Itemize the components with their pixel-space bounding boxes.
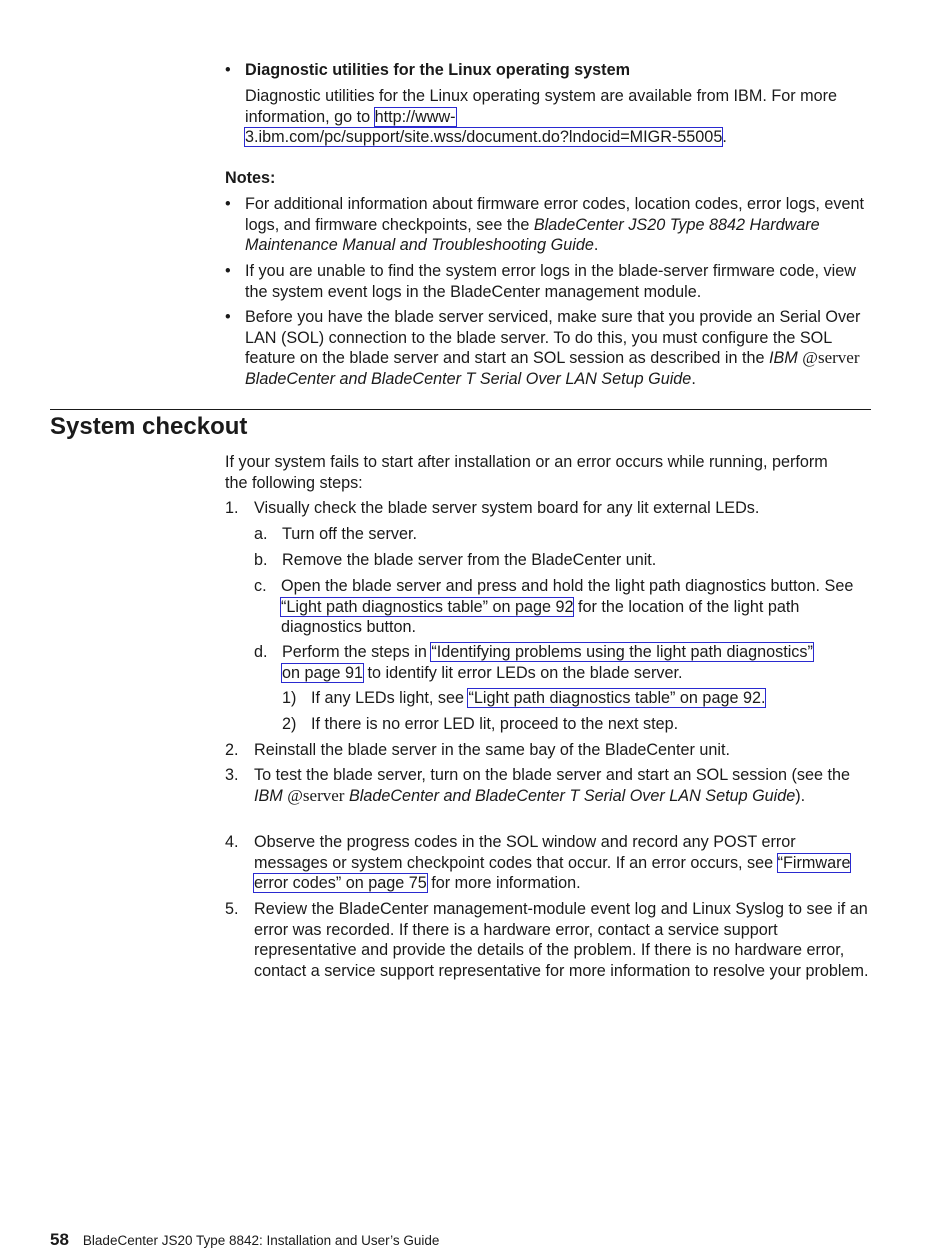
step1d1-text: [311, 688, 871, 709]
step1a-text: Turn off the server.: [282, 525, 417, 543]
page-footer: [50, 1228, 439, 1253]
step4-text: [254, 832, 866, 894]
step1d-text: [282, 642, 872, 683]
step2-text: Reinstall the blade server in the same bay of the BladeCenter unit.: [254, 741, 731, 759]
step1d1-number: 1): [282, 689, 297, 707]
step3-ibm: IBM: [254, 786, 283, 805]
identifying-problems-link-part1[interactable]: “Identifying problems using the light path diagnostics”: [431, 643, 813, 661]
step1d2-text: If there is no error LED lit, proceed to the next step.: [311, 715, 679, 733]
step1d-letter: d.: [254, 643, 268, 661]
bullet-note3: •: [225, 308, 231, 326]
step3-text: [254, 765, 872, 806]
eserver-logo-note3: @server: [802, 348, 860, 368]
step1d-text-a: Perform the steps in: [282, 643, 427, 661]
step1b-letter: b.: [254, 551, 268, 569]
bullet-note2: •: [225, 262, 231, 280]
step3-guide-title: BladeCenter and BladeCenter T Serial Over LAN Setup Guide: [348, 786, 796, 805]
step1b-text: Remove the blade server from the BladeCenter unit.: [282, 551, 657, 569]
bullet-diag: •: [225, 61, 231, 79]
step1d1-text-a: If any LEDs light, see: [311, 689, 464, 707]
page-number: 58: [50, 1230, 69, 1249]
section-title: System checkout: [50, 413, 248, 440]
step4-number: 4.: [225, 833, 239, 851]
diag-text: Diagnostic utilities for the Linux operating system are available from IBM. For more information, go to: [245, 87, 837, 126]
step1-number: 1.: [225, 499, 239, 517]
step3-number: 3.: [225, 766, 239, 784]
firmware-error-codes-link[interactable]: “Firmware error codes” on page 75: [254, 853, 851, 893]
step1d2-number: 2): [282, 715, 297, 733]
note1-end: .: [593, 236, 599, 255]
step2-number: 2.: [225, 741, 239, 759]
note3-text: Before you have the blade server serviced, make sure that you provide an Serial Over LAN (SOL) connection to the blade server. To do this, you must configure the SOL feature on the blade server and start an SOL session as described in the: [245, 308, 861, 368]
note1-guide-title: BladeCenter JS20 Type 8842 Hardware Maintenance Manual and Troubleshooting Guide: [245, 215, 820, 255]
diag-link-part1[interactable]: http://www-: [374, 107, 456, 126]
step1c-letter: c.: [254, 577, 267, 595]
note-1: [245, 194, 870, 256]
note-3: [245, 307, 870, 389]
bullet-note1: •: [225, 195, 231, 213]
step1c-text-a: Open the blade server and press and hold the light path diagnostics button. See: [281, 577, 854, 595]
section-intro: If your system fails to start after installation or an error occurs while running, perform the following steps:: [225, 453, 828, 492]
note-2: If you are unable to find the system error logs in the blade-server firmware code, view the system event logs in the BladeCenter management module.: [245, 262, 856, 301]
step5-number: 5.: [225, 900, 239, 918]
step1c-text: [281, 576, 871, 638]
eserver-logo-step3: @server: [287, 785, 345, 805]
step4-text-b: for more information.: [431, 874, 581, 893]
step3-text-a: To test the blade server, turn on the blade server and start an SOL session (see the: [254, 766, 850, 784]
light-path-table-link-1[interactable]: “Light path diagnostics table” on page 92: [281, 597, 574, 616]
step4-text-a: Observe the progress codes in the SOL window and record any POST error messages or system checkpoint codes that occur. If an error occurs, see: [254, 833, 796, 872]
note3-end: .: [691, 369, 696, 388]
diag-link-part2[interactable]: 3.ibm.com/pc/support/site.wss/document.do?lndocid=MIGR-55005: [245, 128, 723, 147]
note1-text: For additional information about firmware error codes, location codes, error logs, event logs, and firmware checkpoints, see the: [245, 195, 865, 234]
diag-heading: Diagnostic utilities for the Linux operating system: [245, 61, 630, 79]
diag-paragraph: [245, 86, 870, 148]
step1-text: Visually check the blade server system board for any lit external LEDs.: [254, 499, 760, 517]
diag-period: .: [722, 128, 727, 147]
step1d-text-b: to identify lit error LEDs on the blade server.: [367, 663, 683, 682]
note3-guide-title: BladeCenter and BladeCenter T Serial Over LAN Setup Guide: [245, 369, 692, 388]
step1a-letter: a.: [254, 525, 268, 543]
note3-ibm: IBM: [769, 349, 798, 368]
step1c-text-b: for the location of the light path diagnostics button.: [281, 597, 800, 637]
footer-doc-title: BladeCenter JS20 Type 8842: Installation and User’s Guide: [82, 1233, 440, 1248]
notes-label: Notes:: [225, 169, 276, 187]
step3-text-b: ).: [795, 786, 806, 805]
identifying-problems-link-part2[interactable]: on page 91: [282, 663, 364, 682]
light-path-table-link-2[interactable]: “Light path diagnostics table” on page 92.: [468, 689, 766, 707]
step5-text: Review the BladeCenter management-module event log and Linux Syslog to see if an error was recorded. If there is a hardware error, contact a service support representative and provide the details of the problem. If there is no hardware error, contact a service support representative for more information to resolve your problem.: [254, 900, 869, 980]
